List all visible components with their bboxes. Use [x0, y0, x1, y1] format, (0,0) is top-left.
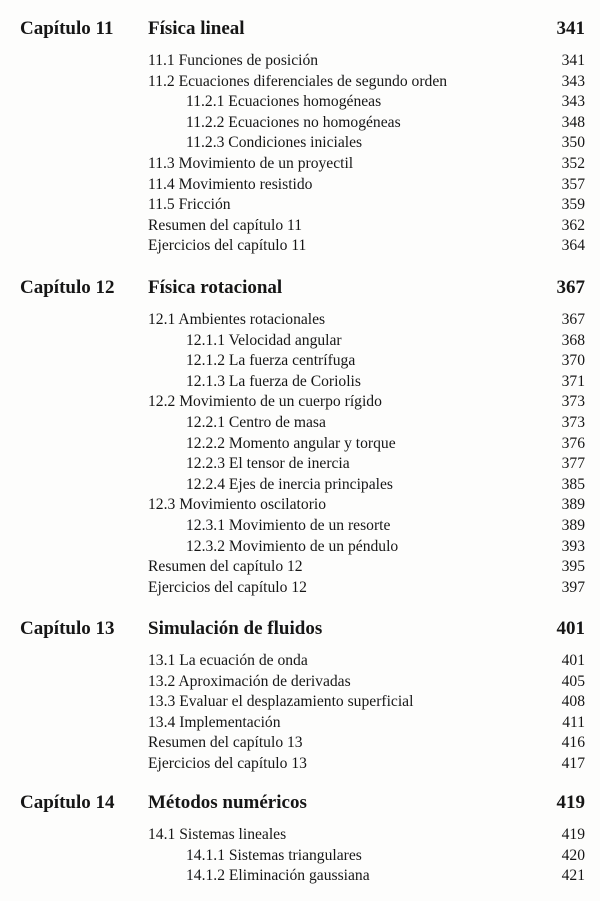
chapter-page: 419	[556, 792, 585, 813]
entry-page: 411	[562, 713, 585, 731]
toc-entry	[0, 195, 600, 216]
chapter-entries	[0, 651, 600, 775]
entry-title: Resumen del capítulo 13	[148, 734, 303, 752]
entry-title: 13.2 Aproximación de derivadas	[148, 672, 351, 690]
entry-page: 343	[561, 72, 585, 90]
entry-page: 408	[561, 693, 585, 711]
chapter-heading	[0, 17, 600, 41]
entry-page: 350	[561, 134, 585, 152]
chapter-page: 341	[556, 18, 585, 39]
toc-entry	[0, 113, 600, 134]
chapter-entries	[0, 825, 600, 887]
entry-title: 12.2 Movimiento de un cuerpo rígido	[148, 393, 382, 411]
entry-page: 367	[561, 311, 585, 328]
chapter-entries	[0, 310, 600, 598]
entry-title: 13.3 Evaluar el desplazamiento superficial	[148, 693, 414, 711]
entry-title: 11.4 Movimiento resistido	[148, 175, 313, 193]
entry-title: 14.1.1 Sistemas triangulares	[186, 846, 362, 864]
toc-entry	[0, 825, 600, 846]
chapter-label: Capítulo 13	[20, 618, 115, 639]
entry-title: 11.2 Ecuaciones diferenciales de segundo orden	[148, 72, 448, 90]
entry-title: 12.2.2 Momento angular y torque	[186, 434, 396, 452]
entry-title: Ejercicios del capítulo 11	[148, 237, 307, 255]
entry-page: 371	[561, 372, 585, 390]
toc-entry	[0, 495, 600, 516]
entry-title: 11.3 Movimiento de un proyectil	[148, 154, 354, 172]
toc-entry	[0, 92, 600, 113]
toc-entry	[0, 372, 600, 393]
toc-entry	[0, 236, 600, 257]
toc-entry	[0, 713, 600, 734]
toc-entry	[0, 454, 600, 475]
entry-title: 12.2.4 Ejes de inercia principales	[186, 475, 393, 493]
toc-entry	[0, 672, 600, 693]
chapter-label: Capítulo 12	[20, 277, 115, 298]
entry-title: 12.3.1 Movimiento de un resorte	[186, 516, 391, 534]
entry-title: 14.1 Sistemas lineales	[148, 826, 287, 843]
toc-entry	[0, 733, 600, 754]
entry-page: 352	[561, 154, 585, 172]
entry-title: 13.4 Implementación	[148, 713, 281, 731]
chapter-14	[0, 791, 600, 887]
toc-entry	[0, 537, 600, 558]
entry-page: 389	[561, 516, 585, 534]
entry-title: Ejercicios del capítulo 13	[148, 754, 307, 772]
chapter-title: Métodos numéricos	[148, 792, 307, 813]
toc-entry	[0, 475, 600, 496]
entry-title: 12.1.3 La fuerza de Coriolis	[186, 372, 361, 390]
entry-title: 12.3 Movimiento oscilatorio	[148, 496, 327, 514]
entry-page: 385	[561, 475, 585, 493]
entry-title: Ejercicios del capítulo 12	[148, 578, 307, 596]
chapter-entries	[0, 51, 600, 257]
entry-page: 364	[561, 237, 585, 255]
chapter-title: Física rotacional	[148, 277, 283, 298]
chapter-page: 401	[556, 618, 585, 639]
entry-title: 12.1.1 Velocidad angular	[186, 331, 342, 349]
toc-entry	[0, 866, 600, 887]
entry-title: 14.1.2 Eliminación gaussiana	[186, 867, 370, 885]
entry-title: 11.2.1 Ecuaciones homogéneas	[186, 93, 382, 111]
chapter-heading	[0, 791, 600, 815]
entry-page: 401	[561, 652, 585, 669]
entry-title: 13.1 La ecuación de onda	[148, 652, 308, 669]
chapter-13	[0, 617, 600, 775]
entry-title: 11.2.3 Condiciones iniciales	[186, 134, 363, 152]
toc-entry	[0, 434, 600, 455]
entry-page: 421	[561, 867, 585, 885]
entry-page: 419	[561, 826, 585, 843]
chapter-title: Física lineal	[148, 18, 245, 39]
toc-entry	[0, 578, 600, 599]
entry-title: 11.2.2 Ecuaciones no homogéneas	[186, 113, 401, 131]
toc-entry	[0, 154, 600, 175]
entry-title: 11.1 Funciones de posición	[148, 52, 319, 69]
toc-entry	[0, 651, 600, 672]
toc-entry	[0, 692, 600, 713]
entry-page: 373	[561, 393, 585, 411]
entry-page: 417	[561, 754, 585, 772]
toc-entry	[0, 557, 600, 578]
entry-page: 405	[561, 672, 585, 690]
entry-page: 341	[561, 52, 585, 69]
chapter-label: Capítulo 14	[20, 792, 115, 813]
chapter-12	[0, 276, 600, 598]
entry-page: 357	[561, 175, 585, 193]
entry-title: Resumen del capítulo 12	[148, 558, 303, 576]
entry-page: 393	[561, 537, 585, 555]
toc-entry	[0, 72, 600, 93]
chapter-label: Capítulo 11	[20, 18, 114, 39]
entry-page: 376	[561, 434, 585, 452]
toc-entry	[0, 846, 600, 867]
toc-entry	[0, 175, 600, 196]
toc-entry	[0, 310, 600, 331]
entry-title: 11.5 Fricción	[148, 196, 231, 214]
entry-page: 416	[561, 734, 585, 752]
entry-page: 395	[561, 558, 585, 576]
entry-page: 359	[561, 196, 585, 214]
entry-page: 348	[561, 113, 585, 131]
chapter-11	[0, 17, 600, 257]
toc-entry	[0, 216, 600, 237]
chapter-page: 367	[556, 277, 585, 298]
chapter-heading	[0, 276, 600, 300]
toc-entry	[0, 516, 600, 537]
chapter-title: Simulación de fluidos	[148, 618, 323, 639]
entry-page: 370	[561, 352, 585, 370]
entry-page: 362	[561, 216, 585, 234]
entry-title: 12.1.2 La fuerza centrífuga	[186, 352, 356, 370]
entry-title: 12.3.2 Movimiento de un péndulo	[186, 537, 399, 555]
toc-entry	[0, 413, 600, 434]
entry-title: 12.1 Ambientes rotacionales	[148, 311, 326, 328]
entry-title: 12.2.3 El tensor de inercia	[186, 455, 350, 473]
entry-page: 389	[561, 496, 585, 514]
chapter-heading	[0, 617, 600, 641]
entry-page: 368	[561, 331, 585, 349]
entry-page: 373	[561, 413, 585, 431]
entry-title: 12.2.1 Centro de masa	[186, 413, 326, 431]
entry-page: 420	[561, 846, 585, 864]
entry-page: 397	[561, 578, 585, 596]
toc-entry	[0, 351, 600, 372]
toc-entry	[0, 331, 600, 352]
entry-page: 377	[561, 455, 585, 473]
toc-entry	[0, 392, 600, 413]
toc-entry	[0, 51, 600, 72]
entry-title: Resumen del capítulo 11	[148, 216, 303, 234]
toc-entry	[0, 133, 600, 154]
entry-page: 343	[561, 93, 585, 111]
toc-entry	[0, 754, 600, 775]
